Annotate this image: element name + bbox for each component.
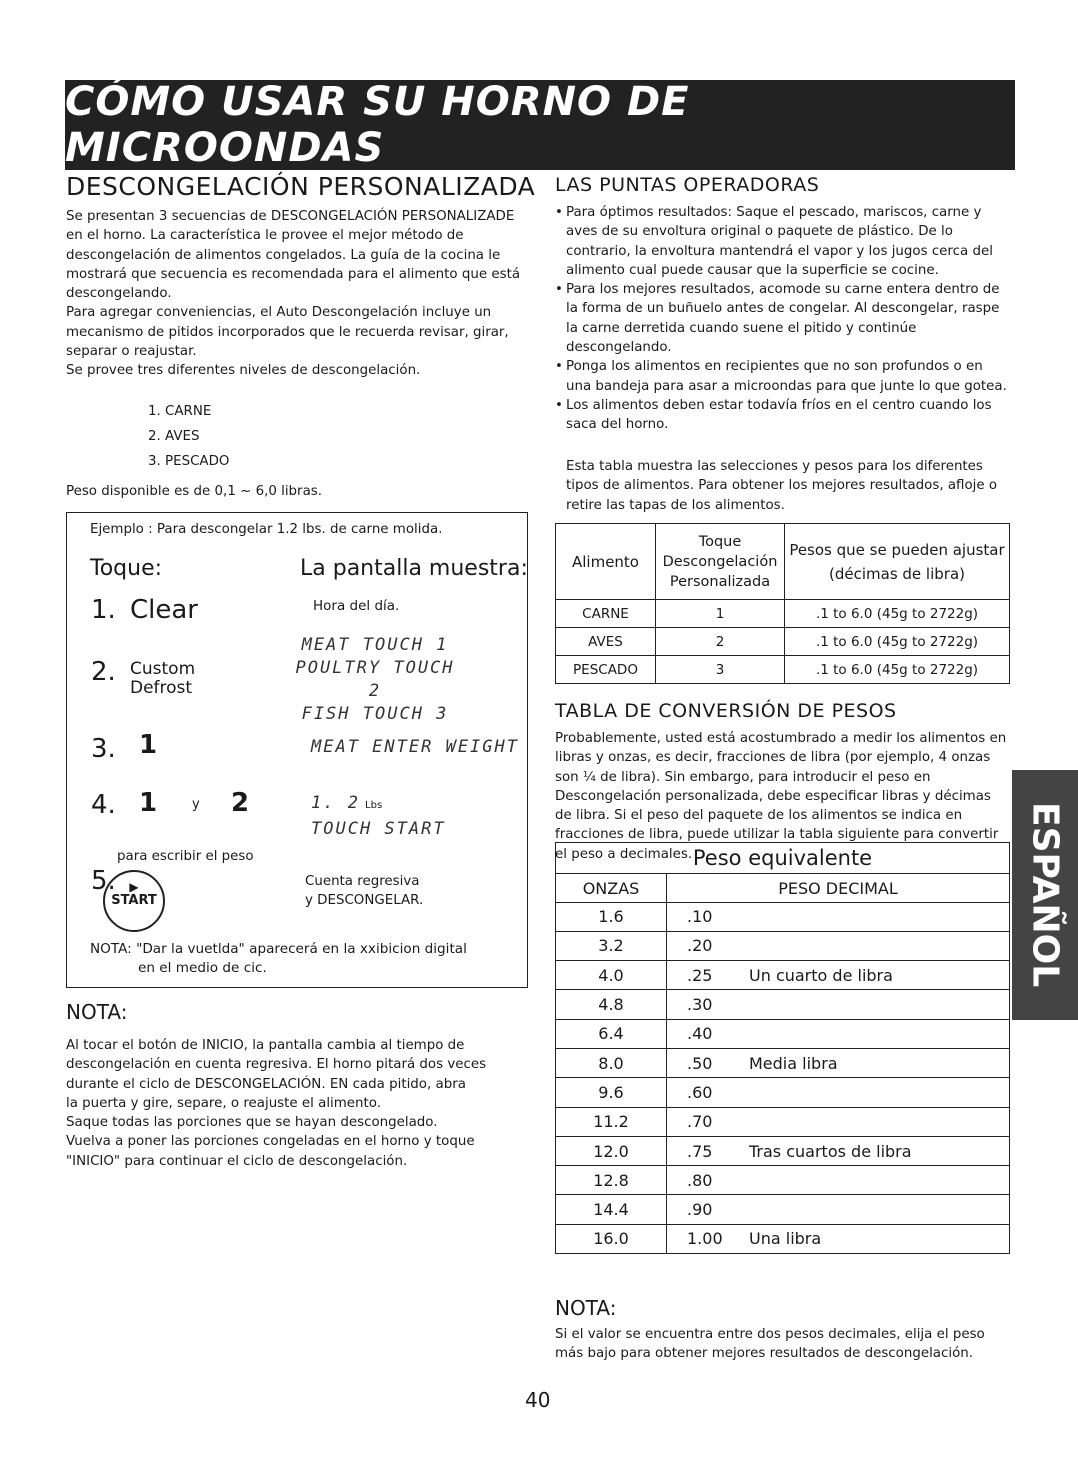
decimal-value: .75 — [687, 1141, 713, 1161]
table-row — [556, 1166, 1010, 1195]
banner-title: CÓMO USAR SU HORNO DE MICROONDAS — [65, 79, 690, 171]
ounces-cell: 4.0 — [556, 961, 667, 990]
digit-key-label: 1 — [139, 730, 158, 760]
table-cell: .1 to 6.0 (45g to 2722g) — [785, 628, 1010, 656]
decimal-value: .25 — [687, 965, 713, 985]
decimal-value: .40 — [687, 1024, 713, 1044]
tips-list — [555, 203, 1008, 435]
display-text: Hora del día. — [313, 598, 400, 614]
tip-item: • Los alimentos deben estar todavía fríos en el centro cuando los saca del horno. — [555, 396, 1008, 435]
lcd-line: TOUCH START — [311, 819, 446, 839]
column-heading-display: La pantalla muestra: — [300, 556, 528, 581]
lcd-display — [290, 634, 460, 726]
language-tab-label: ESPAÑOL — [1024, 802, 1066, 988]
defrost-level-item: 2. AVES — [148, 429, 200, 444]
header-cell: Toque Descongelación Personalizada — [656, 524, 785, 600]
ounces-cell: 9.6 — [556, 1078, 667, 1107]
decimal-value: .70 — [687, 1112, 713, 1132]
decimal-value: .10 — [687, 906, 713, 926]
nota-line: "INICIO" para continuar el ciclo de descongelación. — [66, 1153, 408, 1169]
table-row — [556, 931, 1010, 960]
decimal-cell — [667, 1224, 1010, 1253]
weight-rows-table — [555, 902, 1010, 1254]
decimal-description: Tras cuartos de libra — [749, 1141, 912, 1161]
table-cell: .1 to 6.0 (45g to 2722g) — [785, 600, 1010, 628]
ounces-cell: 11.2 — [556, 1107, 667, 1136]
nota-line: descongelación en cuenta regresiva. El horno pitará dos veces — [66, 1057, 487, 1073]
table-header-row — [556, 874, 1010, 903]
key-label-line: Defrost — [130, 678, 193, 698]
table-cell: .1 to 6.0 (45g to 2722g) — [785, 656, 1010, 684]
decimal-cell — [667, 1195, 1010, 1224]
page-number: 40 — [525, 1388, 551, 1412]
play-icon: ▶ — [129, 880, 139, 894]
lcd-weight-value: 1. 2 — [311, 793, 360, 813]
table-row — [556, 902, 1010, 931]
nota-line: Vuelva a poner las porciones congeladas en el horno y toque — [66, 1134, 475, 1150]
table-cell: 2 — [656, 628, 785, 656]
decimal-cell — [667, 990, 1010, 1019]
header-cell: ONZAS — [556, 874, 667, 903]
header-cell: PESO DECIMAL — [667, 874, 1010, 903]
weight-rows — [555, 902, 1010, 1254]
example-nota — [90, 940, 467, 978]
start-button — [103, 870, 165, 932]
column-heading-touch: Toque: — [90, 556, 163, 581]
decimal-value: .80 — [687, 1170, 713, 1190]
decimal-value: .20 — [687, 936, 713, 956]
table-title: Peso equivalente — [556, 843, 1010, 874]
step-number: 1. — [91, 595, 116, 625]
ounces-cell: 16.0 — [556, 1224, 667, 1253]
tip-item: • Ponga los alimentos en recipientes que no son profundos o en una bandeja para asar a microondas para que junte lo que gotea. — [555, 357, 1008, 396]
ounces-cell: 4.8 — [556, 990, 667, 1019]
custom-defrost-key-label — [130, 660, 195, 698]
table-row — [556, 1078, 1010, 1107]
ounces-cell: 14.4 — [556, 1195, 667, 1224]
lcd-line: POULTRY TOUCH 2 — [295, 658, 455, 701]
table-header-row — [556, 524, 1010, 600]
lcd-display — [311, 793, 382, 813]
nota-heading: NOTA: — [66, 1000, 128, 1024]
nota-line: la puerta y gire, separe, o reajuste el alimento. — [66, 1095, 381, 1111]
digit-key-label: 2 — [231, 788, 250, 818]
decimal-cell — [667, 961, 1010, 990]
table-row — [556, 600, 1010, 628]
page-banner — [65, 80, 1015, 170]
ounces-cell: 12.0 — [556, 1136, 667, 1165]
table-cell: 3 — [656, 656, 785, 684]
example-nota-line: en el medio de cic. — [138, 960, 267, 976]
decimal-value: 1.00 — [687, 1229, 723, 1249]
clear-key-label: Clear — [130, 595, 198, 625]
table-cell: CARNE — [556, 600, 656, 628]
key-label-line: Custom — [130, 659, 196, 679]
display-line: Cuenta regresiva — [305, 874, 420, 889]
table-row — [556, 1107, 1010, 1136]
display-line: y DESCONGELAR. — [305, 893, 424, 909]
lcd-display: MEAT ENTER WEIGHT — [311, 737, 519, 757]
defrost-level-item: 3. PESCADO — [148, 454, 230, 469]
decimal-description: Una libra — [749, 1229, 822, 1249]
digit-key-label: 1 — [139, 788, 158, 818]
ounces-cell: 8.0 — [556, 1048, 667, 1077]
nota-line: Saque todas las porciones que se hayan descongelado. — [66, 1115, 438, 1131]
ounces-cell: 3.2 — [556, 931, 667, 960]
nota-text: Si el valor se encuentra entre dos pesos decimales, elija el peso más bajo para obtener mejores resultados de descongelación. — [555, 1327, 985, 1362]
intro-paragraph: Se provee tres diferentes niveles de descongelación. — [66, 363, 421, 379]
decimal-value: .60 — [687, 1082, 713, 1102]
table-row — [556, 1136, 1010, 1165]
decimal-value: .30 — [687, 995, 713, 1015]
conversion-text: Probablemente, usted está acostumbrado a medir los alimentos en libras y onzas, es decir, fracciones de libra (por ejemplo, 4 onzas son ¼ de libra). Sin embargo, para introducir el peso en Descongelación personalizada, debe especificar libras y décimas de libra. Si el peso del paquete de los alimentos se indica en fracciones de libra, puede utilizar la tabla siguiente para convertir el peso a decimales. — [555, 731, 1007, 862]
intro-paragraph: Para agregar conveniencias, el Auto Descongelación incluye un mecanismo de pitidos incorporados que le recuerda revisar, girar, separar o reajustar. — [66, 305, 509, 360]
table-row — [556, 1224, 1010, 1253]
nota-heading: NOTA: — [555, 1296, 617, 1320]
table-cell: 1 — [656, 600, 785, 628]
tip-item: • Para los mejores resultados, acomode su carne entera dentro de la forma de un buñuelo antes de congelar. Al descongelar, raspe la carne derretida cuando suene el pitido y continúe descongelando. — [555, 280, 1008, 357]
start-button-label: START — [111, 893, 157, 908]
step-number: 5. — [91, 866, 116, 896]
table-cell: PESCADO — [556, 656, 656, 684]
table-row — [556, 961, 1010, 990]
decimal-cell — [667, 902, 1010, 931]
intro-paragraph: Se presentan 3 secuencias de DESCONGELACIÓN PERSONALIZADE en el horno. La característica le provee el mejor método de descongelación de alimentos congelados. La guía de la cocina le mostrará que secuencia es recomendada para el alimento que está descongelando. — [66, 209, 521, 302]
tip-item: • Para óptimos resultados: Saque el pescado, mariscos, carne y aves de su envoltura original o paquete de plástico. De lo contrario, la envoltura mantendrá el vapor y los jugos cerca del alimento cual puede causar que la superficie se cocine. — [555, 203, 1008, 280]
intro-text — [66, 207, 521, 381]
lcd-line: FISH TOUCH 3 — [301, 704, 449, 724]
decimal-cell — [667, 1078, 1010, 1107]
decimal-cell — [667, 1019, 1010, 1048]
table-row — [556, 1019, 1010, 1048]
ounces-cell: 12.8 — [556, 1166, 667, 1195]
nota-line: durante el ciclo de DESCONGELACIÓN. EN cada pitido, abra — [66, 1076, 466, 1092]
conjunction-text: y — [192, 797, 200, 812]
step-number: 2. — [91, 657, 116, 687]
display-text — [305, 872, 423, 911]
table-row — [556, 1195, 1010, 1224]
defrost-level-item: 1. CARNE — [148, 404, 212, 419]
decimal-value: .50 — [687, 1053, 713, 1073]
example-nota-line: NOTA: "Dar la vuetlda" aparecerá en la xxibicion digital — [90, 941, 467, 957]
table-row — [556, 1048, 1010, 1077]
lcd-unit: Lbs — [365, 800, 383, 811]
decimal-value: .90 — [687, 1200, 713, 1220]
step-number: 3. — [91, 734, 116, 764]
defrost-levels — [148, 399, 229, 474]
decimal-description: Media libra — [749, 1053, 838, 1073]
table-title-row — [556, 843, 1010, 874]
ounces-cell: 1.6 — [556, 902, 667, 931]
decimal-cell — [667, 1048, 1010, 1077]
table-row — [556, 628, 1010, 656]
lcd-line: MEAT TOUCH 1 — [301, 635, 449, 655]
section-heading-conversion: TABLA DE CONVERSIÓN DE PESOS — [555, 700, 897, 722]
ounces-cell: 6.4 — [556, 1019, 667, 1048]
decimal-description: Un cuarto de libra — [749, 965, 893, 985]
table-row — [556, 656, 1010, 684]
table-cell: AVES — [556, 628, 656, 656]
decimal-cell — [667, 931, 1010, 960]
section-heading-custom-defrost: DESCONGELACIÓN PERSONALIZADA — [66, 172, 536, 201]
weight-equivalent-table — [555, 842, 1010, 903]
step-number: 4. — [91, 790, 116, 820]
example-intro: Ejemplo : Para descongelar 1.2 lbs. de carne molida. — [90, 522, 443, 537]
decimal-cell — [667, 1166, 1010, 1195]
table-intro: Esta tabla muestra las selecciones y pesos para los diferentes tipos de alimentos. Para obtener los mejores resultados, afloje o retire las tapas de los alimentos. — [566, 459, 998, 513]
header-cell: Pesos que se pueden ajustar (décimas de libra) — [785, 524, 1010, 600]
step-note: para escribir el peso — [117, 849, 254, 864]
header-cell: Alimento — [556, 524, 656, 600]
weight-range-note: Peso disponible es de 0,1 ~ 6,0 libras. — [66, 484, 323, 499]
table-row — [556, 990, 1010, 1019]
decimal-cell — [667, 1136, 1010, 1165]
nota-line: Al tocar el botón de INICIO, la pantalla cambia al tiempo de — [66, 1038, 465, 1053]
defrost-table — [555, 523, 1010, 684]
language-tab — [1012, 770, 1078, 1020]
nota-text — [66, 1036, 486, 1171]
section-heading-tips: LAS PUNTAS OPERADORAS — [555, 174, 820, 196]
decimal-cell — [667, 1107, 1010, 1136]
